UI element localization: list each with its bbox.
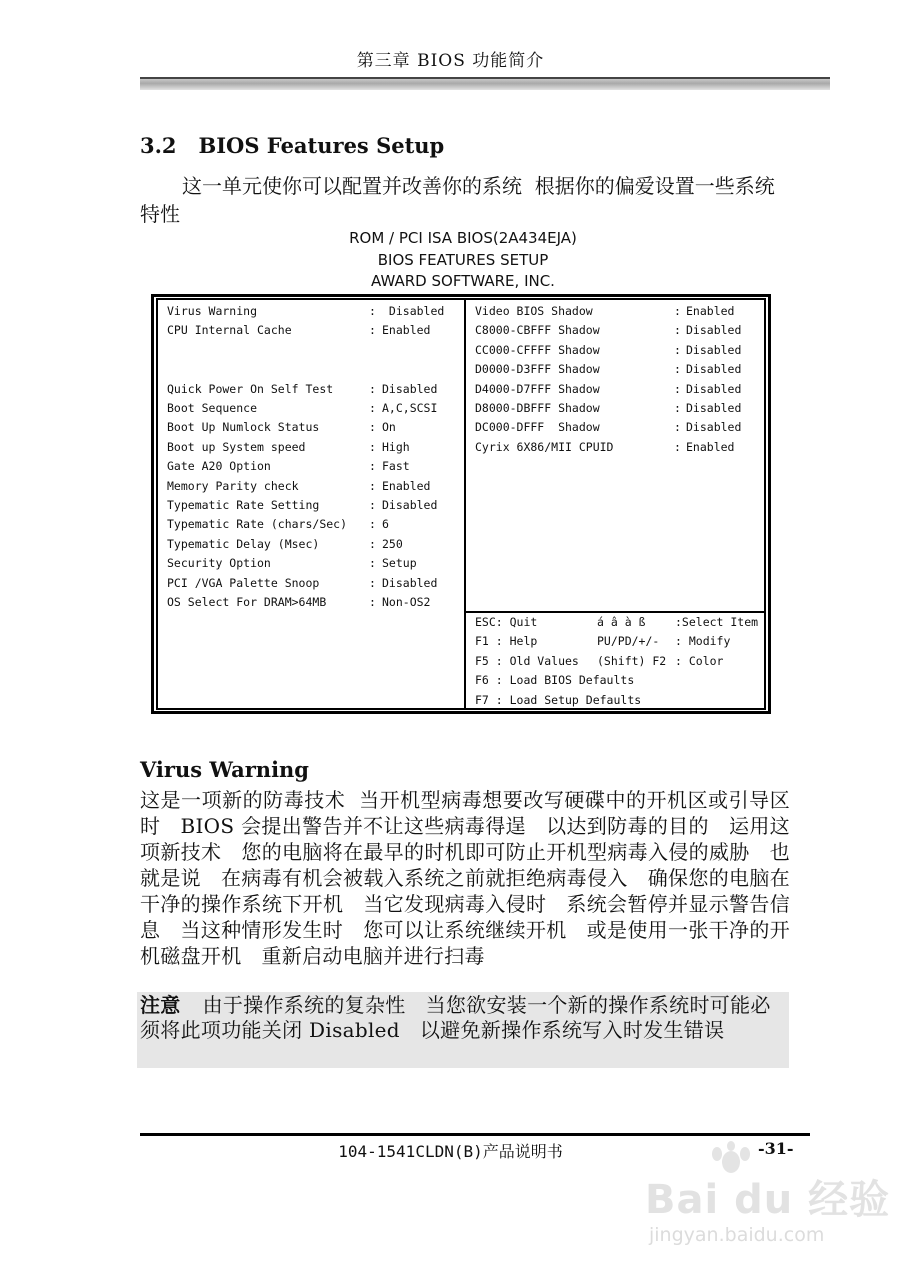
setting-colon: : — [369, 459, 376, 474]
bios-setting-row[interactable] — [167, 399, 457, 418]
bios-key-help — [475, 613, 760, 710]
bios-column-divider — [464, 298, 466, 710]
setting-value[interactable]: Disabled — [686, 381, 742, 396]
setting-value[interactable]: Disabled — [382, 381, 438, 396]
setting-label: Boot Up Numlock Status — [167, 420, 320, 435]
note-body: 由于操作系统的复杂性 当您欲安装一个新的操作系统时可能必须将此项功能关闭 Disabled 以避免新操作系统写入时发生错误 — [140, 993, 771, 1042]
setting-colon: : — [369, 556, 376, 571]
setting-value[interactable]: Setup — [382, 556, 417, 571]
section-title: 3.2 BIOS Features Setup — [140, 133, 445, 158]
setting-value[interactable]: Disabled — [686, 323, 742, 338]
bios-setting-row[interactable] — [475, 302, 760, 321]
bios-title-line-1: ROM / PCI ISA BIOS(2A434EJA) — [349, 229, 577, 247]
setting-value[interactable]: Non-OS2 — [382, 595, 431, 609]
setting-label: Security Option — [167, 556, 271, 571]
setting-label: DC000-DFFF Shadow — [475, 420, 600, 435]
key-help-row — [475, 613, 760, 632]
setting-label: Boot Sequence — [167, 401, 258, 415]
setting-value[interactable]: Disabled — [686, 401, 742, 415]
setting-value[interactable]: Disabled — [382, 304, 445, 318]
setting-colon: : — [369, 517, 376, 532]
setting-colon: : — [369, 381, 376, 396]
virus-warning-paragraph: 这是一项新的防毒技术 当开机型病毒想要改写硬碟中的开机区或引导区时 BIOS 会提出警告并不让这些病毒得逞 以达到防毒的目的 运用这项新技术 您的电脑将在最早的时机即可防止开机型病毒入侵的威胁 也就是说 在病毒有机会被载入系统之前就拒绝病毒侵入 确保您的电脑在干净的操作系统下开机 当它发现病毒入侵时 系统会暂停并显示警告信息 当这种情形发生时 您可以让系统继续开机 或是使用一张干净的开机磁盘开机 重新启动电脑并进行扫毒 — [140, 788, 790, 968]
setting-value[interactable]: 6 — [382, 517, 389, 532]
footer-document-name: 104-1541CLDN(B)产品说明书 — [338, 1142, 563, 1161]
setting-colon: : — [369, 420, 376, 435]
bios-setting-row[interactable] — [475, 341, 760, 360]
setting-value[interactable]: Disabled — [686, 362, 742, 377]
note-label: 注意 — [140, 993, 181, 1017]
bios-setting-row[interactable] — [167, 477, 457, 496]
setting-colon: : — [369, 323, 376, 338]
bios-setting-row[interactable] — [167, 457, 457, 476]
setting-colon: : — [369, 304, 376, 318]
bios-setting-row[interactable] — [167, 496, 457, 515]
key-help-row — [475, 652, 760, 671]
setting-value[interactable]: Enabled — [382, 478, 431, 493]
baidu-watermark — [635, 1140, 891, 1260]
setting-value[interactable]: Enabled — [686, 304, 735, 318]
setting-colon: : — [369, 536, 376, 551]
setting-label: Virus Warning — [167, 304, 258, 318]
bios-setting-row[interactable] — [475, 321, 760, 340]
bios-setting-row[interactable] — [475, 418, 760, 437]
setting-label: C8000-CBFFF Shadow — [475, 323, 600, 338]
setting-label: Gate A20 Option — [167, 459, 271, 474]
setting-label: CC000-CFFFF Shadow — [475, 342, 600, 357]
virus-warning-title: Virus Warning — [140, 757, 309, 782]
setting-label: CPU Internal Cache — [167, 323, 292, 338]
key-help-mid: PU/PD/+/- — [597, 634, 667, 649]
setting-label: Cyrix 6X86/MII CPUID — [475, 439, 614, 454]
bios-setting-row[interactable] — [167, 321, 457, 340]
bios-setting-row[interactable] — [167, 360, 457, 379]
setting-colon: : — [674, 401, 681, 415]
setting-value[interactable]: Enabled — [382, 323, 431, 338]
note-text-block — [140, 993, 788, 1043]
setting-value[interactable]: Disabled — [686, 420, 742, 435]
header-rule-line — [140, 77, 830, 79]
setting-label: Typematic Delay (Msec) — [167, 536, 320, 551]
setting-value[interactable]: High — [382, 439, 410, 454]
footer-rule — [140, 1133, 810, 1136]
bios-setting-row[interactable] — [475, 399, 760, 418]
setting-value[interactable]: Disabled — [686, 342, 742, 357]
setting-value[interactable]: Disabled — [382, 498, 438, 512]
bios-setting-row[interactable] — [167, 554, 457, 573]
page-number: -31- — [758, 1139, 794, 1158]
key-help-row — [475, 691, 760, 710]
setting-colon: : — [674, 304, 681, 318]
setting-value[interactable]: 250 — [382, 536, 403, 551]
bios-setting-row[interactable] — [167, 574, 457, 593]
setting-colon: : — [369, 439, 376, 454]
bios-setting-row[interactable] — [475, 438, 760, 457]
bios-setting-row[interactable] — [167, 593, 457, 612]
bios-setting-row[interactable] — [167, 380, 457, 399]
setting-label: Typematic Rate (chars/Sec) — [167, 517, 348, 532]
setting-value[interactable]: Fast — [382, 459, 410, 474]
setting-label: Boot up System speed — [167, 439, 306, 454]
key-help-row — [475, 632, 760, 651]
setting-colon: : — [674, 323, 681, 338]
bios-left-settings — [167, 302, 457, 612]
setting-colon: : — [369, 478, 376, 493]
bios-setting-row[interactable] — [167, 535, 457, 554]
key-help-right: : Modify — [675, 634, 731, 649]
setting-label: PCI /VGA Palette Snoop — [167, 575, 320, 590]
intro-paragraph: 这一单元使你可以配置并改善你的系统 根据你的偏爱设置一些系统特性 — [140, 174, 775, 226]
setting-value[interactable]: On — [382, 420, 396, 435]
key-help-right: : Color — [675, 653, 724, 668]
setting-colon: : — [674, 439, 681, 454]
key-help-left: F6 : Load BIOS Defaults — [475, 673, 635, 688]
setting-label: Memory Parity check — [167, 478, 299, 493]
bios-setting-row[interactable] — [167, 438, 457, 457]
setting-colon: : — [674, 362, 681, 377]
bios-setting-row[interactable] — [167, 418, 457, 437]
bios-setting-row[interactable] — [475, 360, 760, 379]
bios-right-settings — [475, 302, 760, 462]
key-help-mid: (Shift) F2 — [597, 653, 674, 668]
key-help-left: F5 : Old Values — [475, 653, 579, 668]
key-help-right: :Select Item — [675, 615, 759, 629]
setting-colon: : — [369, 575, 376, 590]
setting-label: Typematic Rate Setting — [167, 498, 320, 512]
setting-colon: : — [369, 498, 376, 512]
watermark-url: jingyan.baidu.com — [649, 1224, 825, 1246]
setting-colon: : — [674, 420, 681, 435]
key-help-left: ESC: Quit — [475, 615, 538, 629]
setting-value[interactable]: Enabled — [686, 439, 735, 454]
key-help-left: F1 : Help — [475, 634, 538, 649]
key-help-row — [475, 671, 760, 690]
bios-setting-row[interactable] — [167, 302, 457, 321]
setting-label: D8000-DBFFF Shadow — [475, 401, 600, 415]
bios-setting-row[interactable] — [475, 380, 760, 399]
watermark-logo-text: Bai du 经验 — [645, 1177, 891, 1223]
bios-title-line-2: BIOS FEATURES SETUP — [377, 251, 549, 269]
bios-setting-row[interactable] — [167, 341, 457, 360]
setting-label: D0000-D3FFF Shadow — [475, 362, 600, 377]
setting-value[interactable]: Disabled — [382, 575, 438, 590]
setting-value[interactable]: A,C,SCSI — [382, 401, 438, 415]
setting-label: Video BIOS Shadow — [475, 304, 593, 318]
setting-colon: : — [369, 595, 376, 609]
setting-colon: : — [369, 401, 376, 415]
key-help-mid: á â à ß — [597, 615, 646, 629]
setting-colon: : — [674, 381, 681, 396]
setting-label: Quick Power On Self Test — [167, 381, 334, 396]
bios-setting-row[interactable] — [167, 515, 457, 534]
bios-title-line-3: AWARD SOFTWARE, INC. — [371, 272, 555, 290]
key-help-left: F7 : Load Setup Defaults — [475, 692, 642, 707]
header-rule — [140, 78, 830, 90]
chapter-header: 第三章 BIOS 功能简介 — [356, 51, 545, 71]
setting-label: D4000-D7FFF Shadow — [475, 381, 600, 396]
setting-colon: : — [674, 342, 681, 357]
setting-label: OS Select For DRAM>64MB — [167, 595, 327, 609]
